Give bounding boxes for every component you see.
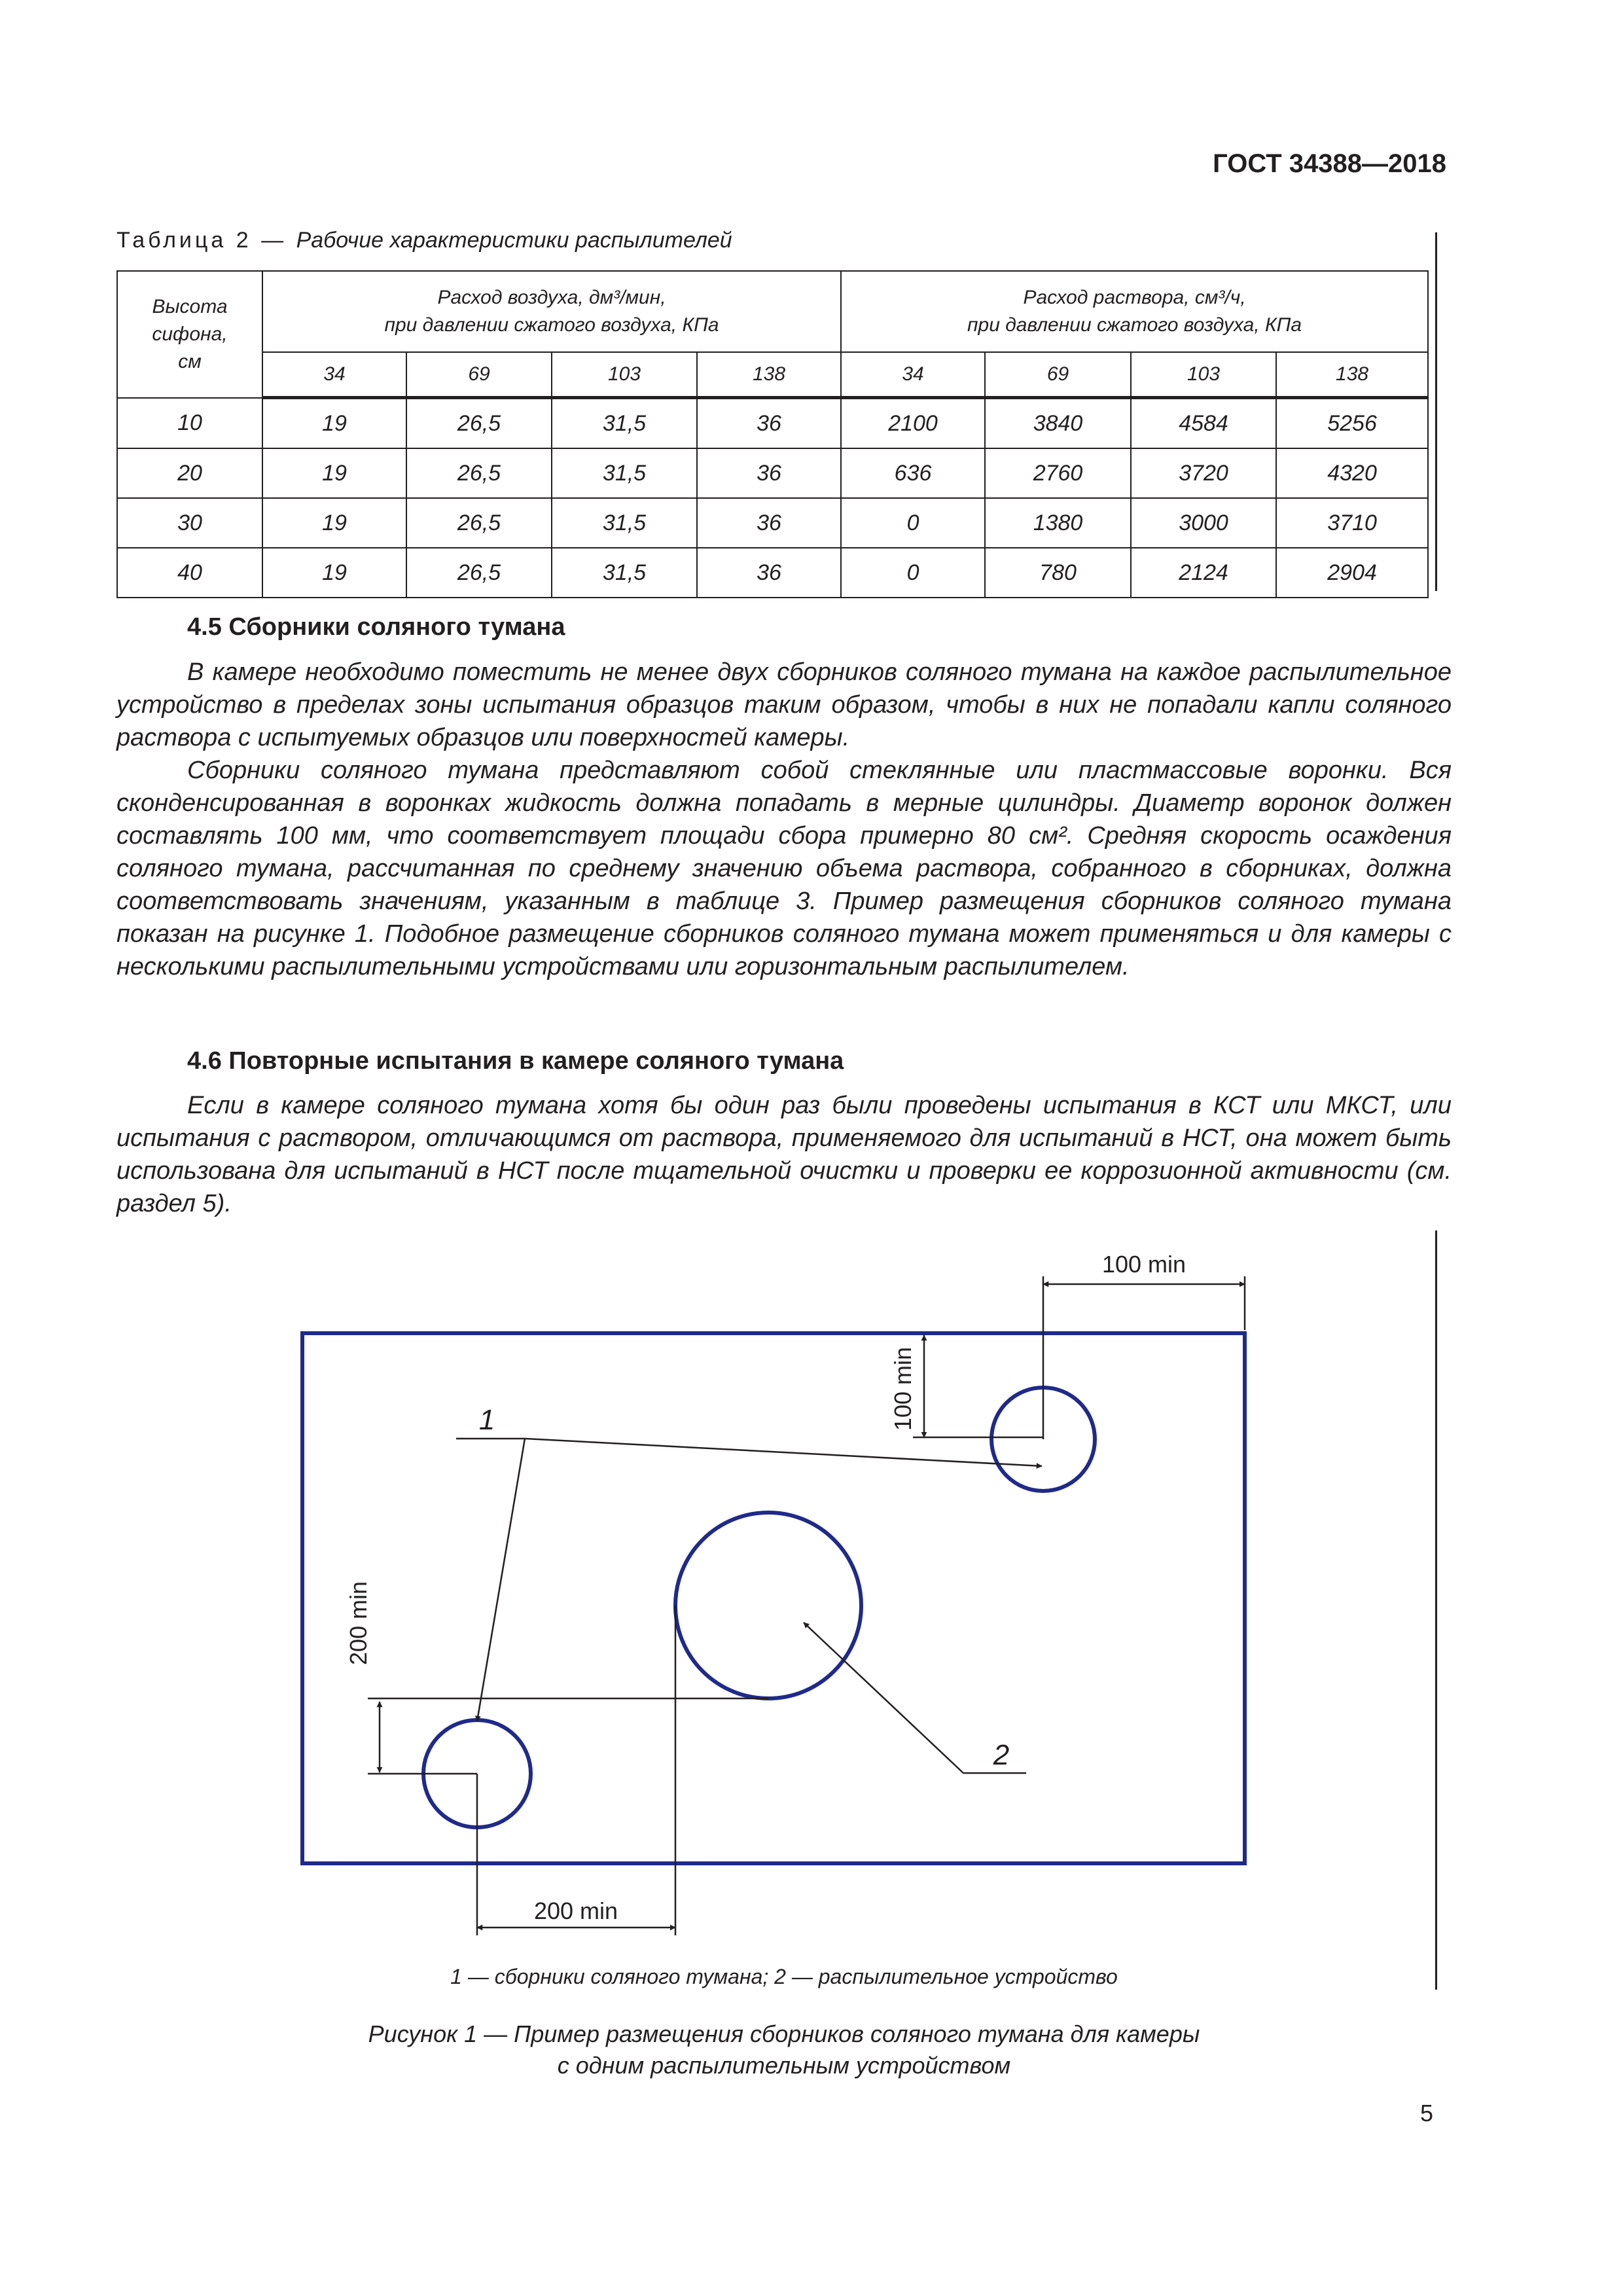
table-cell: 19 <box>262 548 406 598</box>
table-caption-lead: Таблица 2 — <box>116 228 296 253</box>
header-air-flow-line1: Расход воздуха, дм³/мин, <box>437 287 666 308</box>
table-cell: 31,5 <box>552 498 697 548</box>
table-cell: 4320 <box>1276 448 1428 498</box>
pressure-header: 138 <box>697 352 841 398</box>
table-cell: 36 <box>697 448 841 498</box>
section-4-5-paragraph-2: Сборники соляного тумана представляют собой стеклянные или пластмассовые воронки. Вся сконденсированная в воронках жидкость должна попадать в мерные цилиндры. Диаметр воронок должен составлять 100 мм, что соответствует площади сбора примерно 80 см². Средняя скорость осаждения соляного тумана, рассчитанная по среднему значению объема раствора, собранного в сборниках, должна соответствовать значениям, указанным в таблице 3. Пример размещения сборников соляного тумана показан на рисунке 1. Подобное размещение сборников соляного тумана может применяться и для камеры с несколькими распылительными устройствами или горизонтальным распылителем. <box>116 757 1452 980</box>
callout-label-1: 1 <box>478 1404 495 1436</box>
pressure-header: 34 <box>841 352 985 398</box>
document-standard-number: ГОСТ 34388—2018 <box>1213 149 1446 178</box>
pressure-header: 69 <box>406 352 552 398</box>
pressure-header: 34 <box>262 352 406 398</box>
table-cell: 2760 <box>985 448 1131 498</box>
table-cell: 26,5 <box>406 498 552 548</box>
table-cell: 0 <box>841 548 985 598</box>
table-cell: 19 <box>262 498 406 548</box>
table-cell: 2124 <box>1131 548 1276 598</box>
table-cell: 31,5 <box>552 448 697 498</box>
dimension-labels <box>345 1251 1186 1924</box>
dimension-lines <box>368 1276 1245 1935</box>
table-cell: 0 <box>841 498 985 548</box>
header-siphon-height-line1: Высота <box>152 295 228 317</box>
table-cell: 20 <box>117 448 262 498</box>
sprayer-circle <box>675 1513 861 1698</box>
leader-arrow <box>804 1623 963 1773</box>
table-cell: 36 <box>697 398 841 449</box>
pressure-header: 103 <box>1131 352 1276 398</box>
callout-label-2: 2 <box>993 1739 1010 1771</box>
table-cell: 3720 <box>1131 448 1276 498</box>
table-cell: 636 <box>841 448 985 498</box>
table-cell: 4584 <box>1131 398 1276 449</box>
table-cell: 10 <box>117 398 262 449</box>
table-cell: 5256 <box>1276 398 1428 449</box>
figure-caption <box>116 2018 1452 2081</box>
table-cell: 3710 <box>1276 498 1428 548</box>
section-4-6-title: 4.6 Повторные испытания в камере соляного тумана <box>187 1047 844 1075</box>
figure-caption-line-2: с одним распылительным устройством <box>557 2052 1011 2079</box>
pressure-header: 69 <box>985 352 1131 398</box>
table-cell: 26,5 <box>406 448 552 498</box>
header-solution-flow-line1: Расход раствора, см³/ч, <box>1023 287 1246 308</box>
table-cell: 19 <box>262 448 406 498</box>
section-4-5-title: 4.5 Сборники соляного тумана <box>187 613 565 641</box>
page-number: 5 <box>1420 2100 1434 2126</box>
table-cell: 30 <box>117 498 262 548</box>
table-cell: 19 <box>262 398 406 449</box>
header-air-flow-line2: при давлении сжатого воздуха, КПа <box>384 314 719 336</box>
table-cell: 36 <box>697 498 841 548</box>
table-cell: 31,5 <box>552 548 697 598</box>
section-4-5-paragraph-1: В камере необходимо поместить не менее двух сборников соляного тумана на каждое распылительное устройство в пределах зоны испытания образцов таким образом, чтобы в них не попадали капли соляного раствора с испытуемых образцов или поверхностей камеры. <box>116 658 1452 751</box>
table-cell: 31,5 <box>552 398 697 449</box>
header-siphon-height-line2: сифона, <box>152 323 228 345</box>
table-cell: 26,5 <box>406 398 552 449</box>
header-solution-flow-line2: при давлении сжатого воздуха, КПа <box>967 314 1302 336</box>
header-siphon-height-line3: см <box>178 350 202 372</box>
table-cell: 40 <box>117 548 262 598</box>
table-cell: 3000 <box>1131 498 1276 548</box>
table-cell: 2904 <box>1276 548 1428 598</box>
table-caption-title: Рабочие характеристики распылителей <box>296 228 732 253</box>
dim-label-left-height: 200 min <box>345 1581 372 1666</box>
section-4-6-paragraph-1: Если в камере соляного тумана хотя бы один раз были проведены испытания в КСТ или МКСТ, или испытания с раствором, отличающимся от раствора, применяемого для испытаний в НСТ, она может быть использована для испытаний в НСТ после тщательной очистки и проверки ее коррозионной активности (см. раздел 5). <box>116 1092 1452 1217</box>
table-cell: 3840 <box>985 398 1131 449</box>
table-cell: 36 <box>697 548 841 598</box>
leader-arrow <box>477 1439 525 1721</box>
figure-legend: 1 — сборники соляного тумана; 2 — распылительное устройство <box>450 1965 1118 1988</box>
table-cell: 2100 <box>841 398 985 449</box>
pressure-header: 138 <box>1276 352 1428 398</box>
table-cell: 1380 <box>985 498 1131 548</box>
pressure-header: 103 <box>552 352 697 398</box>
dim-label-bottom-width: 200 min <box>533 1897 618 1924</box>
dim-label-top-height: 100 min <box>889 1346 916 1431</box>
leader-arrow <box>525 1439 1042 1466</box>
dim-label-top-width: 100 min <box>1101 1251 1186 1278</box>
table-cell: 780 <box>985 548 1131 598</box>
chamber-outline <box>302 1333 1245 1863</box>
figure-caption-line-1: Рисунок 1 — Пример размещения сборников соляного тумана для камеры <box>368 2020 1200 2047</box>
table-cell: 26,5 <box>406 548 552 598</box>
